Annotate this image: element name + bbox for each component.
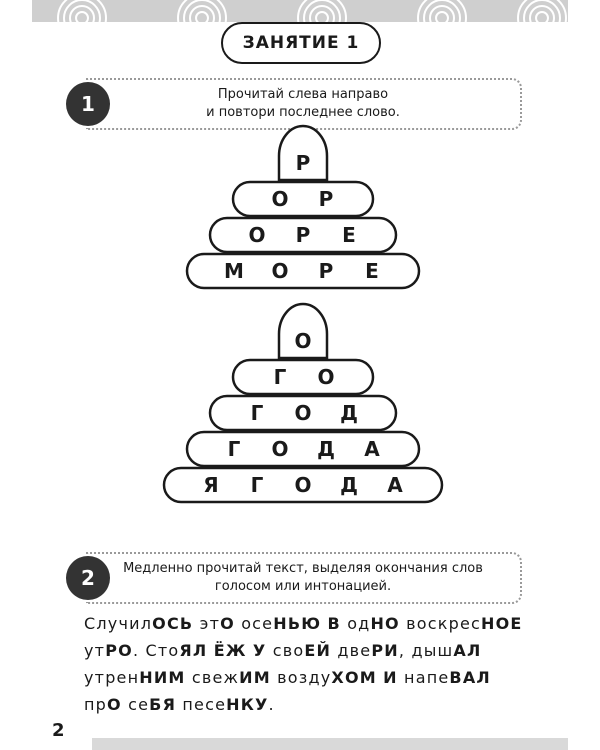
- word-ending: НО: [370, 614, 400, 633]
- pyramid2-letter: Г: [227, 437, 241, 461]
- pyramid2-letter: О: [294, 401, 312, 425]
- text-segment: две: [331, 641, 372, 660]
- pyramid1-letter: Е: [342, 223, 356, 247]
- word-ending: НЬЮ: [273, 614, 322, 633]
- text-segment: , дыш: [398, 641, 454, 660]
- text-line: [84, 691, 554, 718]
- text-segment: ут: [84, 641, 106, 660]
- text-segment: осе: [234, 614, 274, 633]
- task2-instruction-line-2: голосом или интонацией.: [214, 579, 392, 594]
- task1-instruction-line-2: и повтори последнее слово.: [206, 105, 400, 120]
- pyramid-2-group: [164, 304, 442, 502]
- task2-number-badge: [66, 556, 110, 600]
- page-number: 2: [52, 720, 65, 741]
- word-ending: ИМ: [239, 668, 271, 687]
- pyramid1-letter: М: [224, 259, 244, 283]
- pyramid2-letter: Я: [203, 473, 219, 497]
- task2-instruction-box: [86, 552, 522, 604]
- pyramid1-letter: О: [271, 259, 289, 283]
- text-segment: возду: [270, 668, 332, 687]
- word-ending: РО: [105, 641, 133, 660]
- word-ending: НКУ: [226, 695, 269, 714]
- text-line: [84, 637, 554, 664]
- pyramid2-letter: О: [271, 437, 289, 461]
- pyramid2-letter: Г: [250, 401, 264, 425]
- word-ending: ЕЙ: [304, 641, 332, 660]
- pyramid1-letter: Р: [318, 187, 334, 211]
- text-segment: эт: [193, 614, 221, 633]
- task2-number: 2: [81, 566, 95, 590]
- pyramid2-letter: А: [364, 437, 380, 461]
- text-segment: напе: [397, 668, 450, 687]
- task2-instruction-line-1: Медленно прочитай текст, выделяя окончания слов: [123, 561, 483, 576]
- text-segment: Случил: [84, 614, 153, 633]
- text-segment: пр: [84, 695, 108, 714]
- text-segment: . Сто: [132, 641, 180, 660]
- word-ending: АЛ: [453, 641, 482, 660]
- pyramid2-letter: Г: [273, 365, 287, 389]
- word-ending: РИ: [371, 641, 399, 660]
- reading-text: [84, 610, 554, 718]
- word-ending: У: [252, 641, 267, 660]
- pyramid1-row-4: [187, 254, 419, 288]
- pyramid1-letter: О: [271, 187, 289, 211]
- pyramid2-row-4: [187, 432, 419, 466]
- pyramid-1-group: [187, 126, 419, 288]
- pyramid2-letter: О: [317, 365, 335, 389]
- word-ending: ОСЬ: [152, 614, 194, 633]
- text-segment: сво: [266, 641, 305, 660]
- lesson-title-text: ЗАНЯТИЕ 1: [242, 33, 360, 53]
- pyramid2-letter: Д: [340, 473, 358, 497]
- pyramid1-letter: Р: [295, 223, 311, 247]
- text-segment: .: [268, 695, 275, 714]
- pyramid2-letter: О: [294, 473, 312, 497]
- pyramid1-letter: Р: [295, 151, 311, 175]
- pyramid2-letter: Д: [317, 437, 335, 461]
- word-ending: НОЕ: [481, 614, 523, 633]
- pyramid2-row-2: [233, 360, 373, 394]
- pyramid2-letter: О: [294, 329, 312, 353]
- pyramid2-letter: Д: [340, 401, 358, 425]
- text-line: [84, 610, 554, 637]
- text-segment: свеж: [185, 668, 240, 687]
- word-ending: О: [107, 695, 122, 714]
- text-segment: утрен: [84, 668, 140, 687]
- pyramid1-letter: Е: [365, 259, 379, 283]
- text-segment: воскрес: [399, 614, 482, 633]
- pyramid1-row-2: [233, 182, 373, 216]
- word-ending: ХОМ: [331, 668, 377, 687]
- pyramid1-letter: Р: [318, 259, 334, 283]
- text-line: [84, 664, 554, 691]
- word-ending: О: [220, 614, 235, 633]
- task1-instruction-line-1: Прочитай слева направо: [217, 87, 389, 102]
- word-ending: БЯ: [149, 695, 177, 714]
- task1-number: 1: [81, 92, 95, 116]
- text-segment: од: [340, 614, 371, 633]
- word-ending: В: [327, 614, 341, 633]
- word-ending: ЯЛ: [179, 641, 208, 660]
- word-ending: НИМ: [139, 668, 186, 687]
- text-segment: се: [121, 695, 150, 714]
- word-ending: И: [383, 668, 398, 687]
- pyramid2-letter: А: [387, 473, 403, 497]
- pyramid2-letter: Г: [250, 473, 264, 497]
- word-ending: ЁЖ: [213, 641, 247, 660]
- text-segment: песе: [176, 695, 227, 714]
- word-ending: ВАЛ: [449, 668, 491, 687]
- pyramid1-letter: О: [248, 223, 266, 247]
- bottom-decorative-band: [92, 738, 568, 750]
